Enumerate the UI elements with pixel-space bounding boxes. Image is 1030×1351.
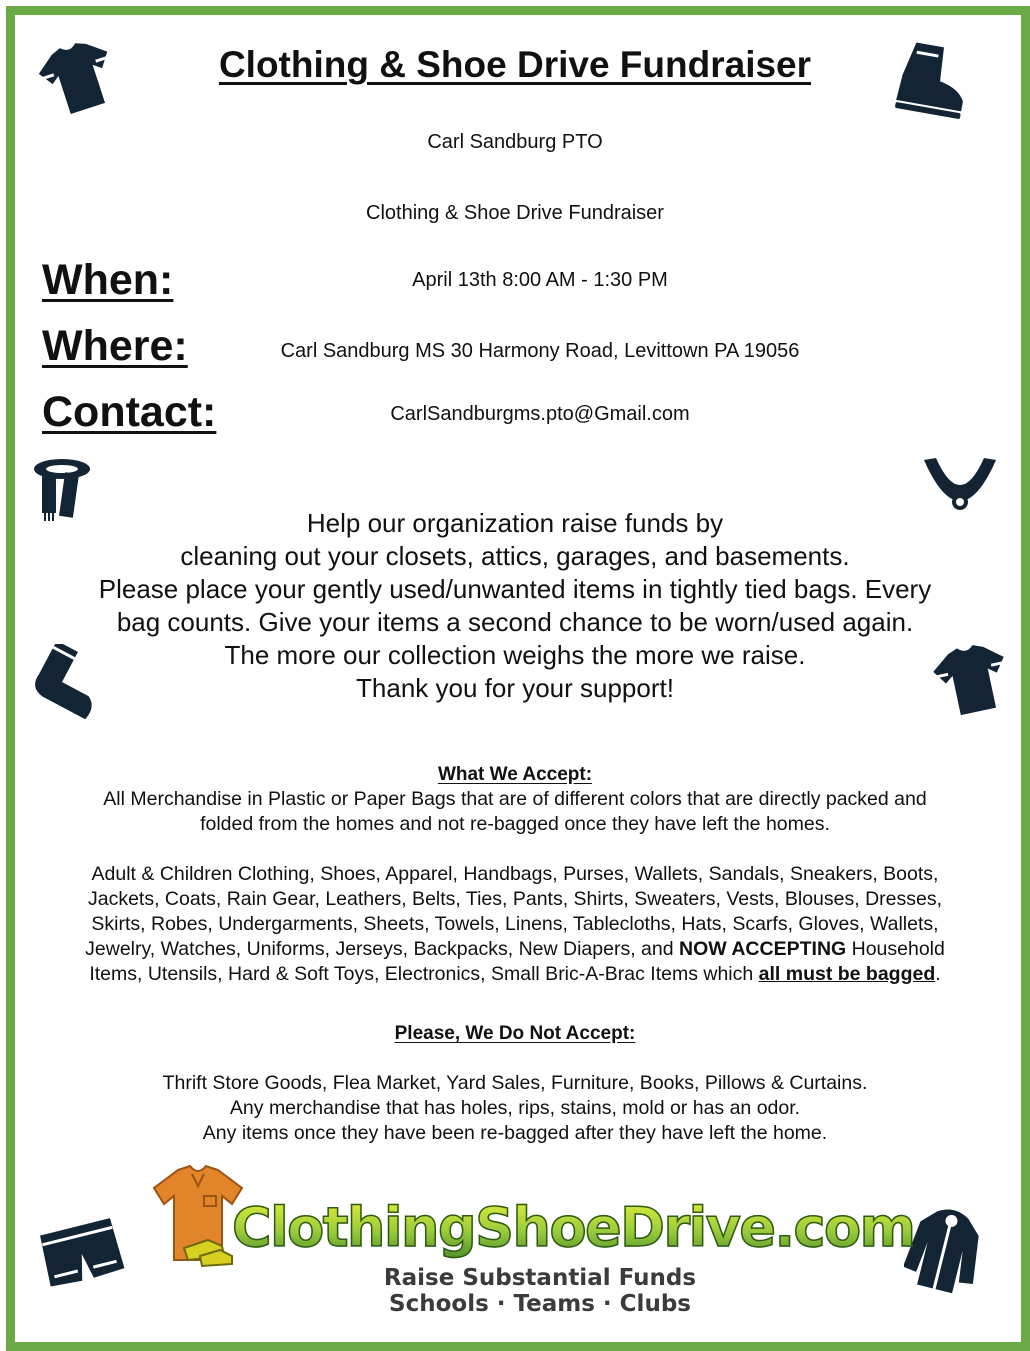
must-be-bagged: all must be bagged bbox=[758, 963, 936, 985]
rejected-items bbox=[30, 1071, 1000, 1146]
shorts-icon bbox=[38, 1214, 126, 1296]
items-line: Skirts, Robes, Undergarments, Sheets, Towels, Linens, Tablecloths, Hats, Scarfs, Gloves, Wallets, bbox=[91, 913, 939, 935]
shirt-icon bbox=[930, 640, 1014, 722]
intro-line: The more our collection weighs the more we raise. bbox=[224, 640, 806, 670]
jacket-icon bbox=[904, 1206, 984, 1296]
tshirt-icon bbox=[36, 38, 120, 118]
items-text: Household bbox=[846, 938, 945, 960]
logo-tagline-groups: Schools · Teams · Clubs bbox=[389, 1291, 691, 1317]
when-value: April 13th 8:00 AM - 1:30 PM bbox=[412, 269, 668, 291]
reject-line: Any items once they have been re-bagged after they have left the home. bbox=[202, 1122, 828, 1144]
event-name: Clothing & Shoe Drive Fundraiser bbox=[366, 202, 664, 224]
now-accepting: NOW ACCEPTING bbox=[679, 938, 847, 960]
contact-email[interactable]: CarlSandburgms.pto@Gmail.com bbox=[390, 403, 690, 425]
intro-line: Help our organization raise funds by bbox=[306, 508, 724, 538]
items-line bbox=[30, 937, 1000, 962]
intro-line: bag counts. Give your items a second chance to be worn/used again. bbox=[116, 607, 914, 637]
items-line bbox=[30, 962, 1000, 987]
items-text: . bbox=[935, 963, 941, 985]
where-label: Where: bbox=[42, 322, 188, 370]
items-line: Jackets, Coats, Rain Gear, Leathers, Belts, Ties, Pants, Shirts, Sweaters, Vests, Blouses, Dresses, bbox=[87, 888, 943, 910]
intro-line: cleaning out your closets, attics, garages, and basements. bbox=[180, 541, 850, 571]
where-value: Carl Sandburg MS 30 Harmony Road, Levittown PA 19056 bbox=[280, 340, 800, 362]
reject-line: Thrift Store Goods, Flea Market, Yard Sales, Furniture, Books, Pillows & Curtains. bbox=[162, 1072, 868, 1094]
accepted-items bbox=[30, 862, 1000, 987]
boot-icon bbox=[892, 40, 974, 122]
necklace-icon bbox=[918, 452, 1002, 526]
reject-line: Any merchandise that has holes, rips, stains, mold or has an odor. bbox=[229, 1097, 801, 1119]
contact-label: Contact: bbox=[42, 388, 217, 436]
when-label: When: bbox=[42, 256, 174, 304]
items-text: Jewelry, Watches, Uniforms, Jerseys, Backpacks, New Diapers, and bbox=[85, 938, 679, 960]
accept-line: All Merchandise in Plastic or Paper Bags that are of different colors that are directly packed and bbox=[103, 788, 927, 810]
items-line: Adult & Children Clothing, Shoes, Apparel, Handbags, Purses, Wallets, Sandals, Sneakers, Boots, bbox=[91, 863, 939, 885]
accept-heading: What We Accept: bbox=[437, 764, 593, 785]
scarf-icon bbox=[30, 457, 94, 523]
reject-heading: Please, We Do Not Accept: bbox=[394, 1023, 636, 1044]
intro-line: Thank you for your support! bbox=[356, 673, 674, 703]
accept-conditions bbox=[30, 787, 1000, 837]
logo-wordmark: ClothingShoeDrive.com bbox=[232, 1196, 915, 1259]
intro-line: Please place your gently used/unwanted items in tightly tied bags. Every bbox=[98, 574, 932, 604]
page-title: Clothing & Shoe Drive Fundraiser bbox=[218, 44, 812, 85]
sock-icon bbox=[22, 644, 110, 722]
items-text: Items, Utensils, Hard & Soft Toys, Electronics, Small Bric-A-Brac Items which bbox=[89, 963, 759, 985]
intro-message bbox=[40, 507, 990, 705]
accept-line: folded from the homes and not re-bagged once they have left the homes. bbox=[200, 813, 830, 835]
logo-tagline: Raise Substantial Funds bbox=[383, 1265, 697, 1291]
organization: Carl Sandburg PTO bbox=[427, 131, 603, 153]
